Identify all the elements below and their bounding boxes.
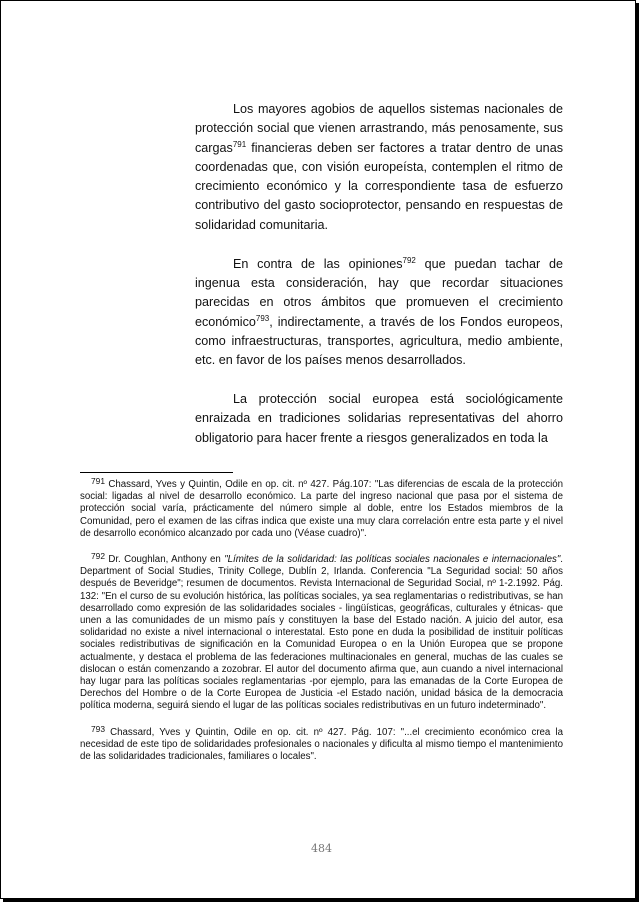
footnote-number: 792 xyxy=(91,551,105,562)
footnote-reference[interactable]: 792 xyxy=(402,255,416,265)
text-run: financieras deben ser factores a tratar dentro de unas coordenadas que, con visión europeísta, contemplen el ritmo de crecimiento económico y la correspondiente tasa de esfuerzo contributivo del gasto socioprotector, pensando en respuestas de solidaridad comunitaria. xyxy=(195,140,563,232)
footnote xyxy=(80,723,563,764)
text-run: que puedan tachar de ingenua esta consideración, hay que recordar situaciones parecidas en otros ámbitos que promueven el crecimiento económico xyxy=(195,256,563,329)
text-run: Los mayores agobios de aquellos sistemas nacionales de protección social que vienen arrastrando, más penosamente, sus cargas xyxy=(195,102,563,155)
body-text xyxy=(195,100,563,468)
footnote-text: . Department of Social Studies, Trinity College, Dublín 2, Irlanda. Conferencia "La Seguridad social: 50 años después de Beveridge"; resumen de documentos. Revista Internacional de Seguridad Social, nº 1-2.1992. Pág. 132: "En el curso de su evolución histórica, las políticas sociales, ya sea reglamentarias o redistributivas, se han desarrollado como expresión de las solidaridades sociales - lingüísticas, geográficas, culturales y étnicas- que unen a las comunidades de un mismo país y constituyen la base del Estado nación. A juicio del autor, esa solidaridad no existe a nivel internacional o interestatal. Esto pone en duda la posibilidad de instituir políticas sociales redistributivas de significación en la Comunidad Europea o en la Unión Europea que se propone actualmente, y destaca el problema de las federaciones multinacionales en general, muchas de las cuales se dislocan o están comenzando a zozobrar. El autor del documento afirma que, aun cuando a nivel internacional hay lugar para las políticas sociales reglamentarias -por ejemplo, para las emanadas de la Corte Europea de Derechos del Hombre o de la Corte Europea de Justicia -el Estado nación, unidad básica de la democracia política moderna, seguirá siendo el lugar de las políticas sociales redistributivas en un futuro indeterminado". xyxy=(80,554,563,712)
footnote-separator xyxy=(80,472,233,473)
text-run: , indirectamente, a través de los Fondos europeos, como infraestructuras, transportes, agricultura, medio ambiente, etc. en favor de los países menos desarrollados. xyxy=(195,314,563,368)
text-run: En contra de las opiniones xyxy=(233,256,403,271)
footnote-reference[interactable]: 791 xyxy=(232,139,247,149)
footnote-text: Chassard, Yves y Quintin, Odile en op. cit. nº 427. Pág. 107: "...el crecimiento económico crea la necesidad de este tipo de solidaridades profesionales o nacionales y dificulta al mismo tiempo el mantenimiento de las solidaridades tradicionales, familiares o locales". xyxy=(80,726,563,763)
footnote xyxy=(80,551,563,713)
footnote-text: Dr. Coughlan, Anthony en xyxy=(104,554,225,566)
footnote-text: Chassard, Yves y Quintin, Odile en op. cit. nº 427. Pág.107: "Las diferencias de escala de la protección social: ligadas al nivel de desarrollo económico. La parte del ingreso nacional que pasa por el sistema de protección social varía, prácticamente del número simple al doble, entre los Estados miembros de la Comunidad, pero el examen de las cifras indica que existe una muy clara correlación entre esta parte y el nivel de desarrollo económico alcanzado por cada uno (Véase cuadro)". xyxy=(80,479,563,539)
page-number: 484 xyxy=(311,842,332,855)
body-paragraph xyxy=(195,100,563,235)
body-paragraph xyxy=(195,255,563,371)
footnote-reference[interactable]: 793 xyxy=(255,313,270,323)
body-paragraph xyxy=(195,390,563,448)
footnote-title: "Límites de la solidaridad: las políticas sociales nacionales e internacionales" xyxy=(224,554,561,566)
text-run: La protección social europea está sociológicamente enraizada en tradiciones solidarias representativas del ahorro obligatorio para hacer frente a riesgos generalizados en toda la xyxy=(195,392,563,445)
footnote-number: 793 xyxy=(91,723,105,734)
footnotes xyxy=(80,476,563,777)
footnote-number: 791 xyxy=(91,476,105,486)
footnote xyxy=(80,476,563,540)
